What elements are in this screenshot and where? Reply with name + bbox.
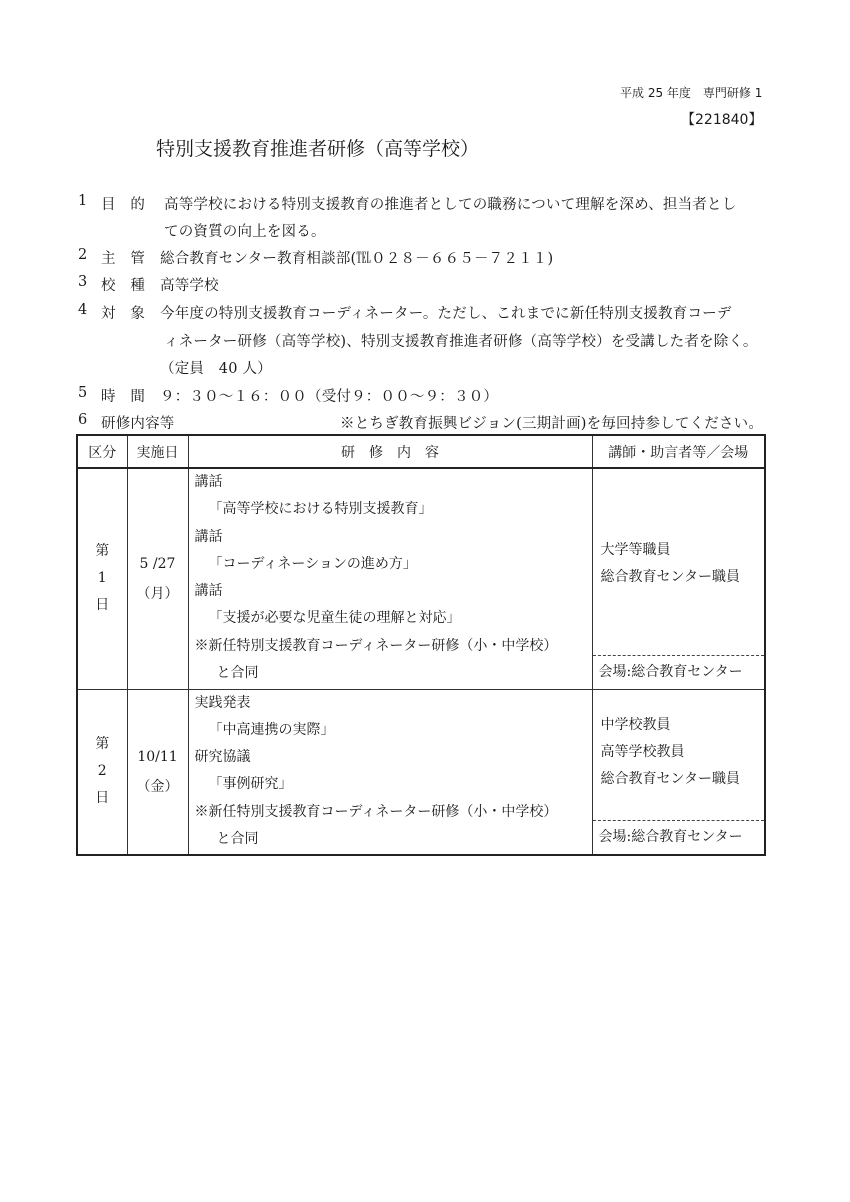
item-target-line3: （定員 40 人） [160,361,272,377]
day-1-staff [592,468,765,689]
header-date: 実施日 [127,435,188,468]
day-label-num: 1 [97,570,107,587]
content-line: 講話 [194,474,223,490]
content-line: 「コーディネーションの進め方」 [208,555,417,572]
staff-item: 高等学校教員 [600,743,685,760]
header-content: 研 修 内 容 [188,435,592,468]
date-value: 5 /27 [139,555,176,572]
table-header-row [77,435,765,468]
item-target-label: 対 象 [101,306,146,322]
header-staff: 講師・助言者等／会場 [592,435,765,468]
day-2-content [188,689,592,855]
course-code: 【221840】 [681,112,763,128]
item-sponsor-text: 総合教育センター教育相談部(℡０２８－６６５－７２１１) [160,251,554,267]
content-line: 研究協議 [194,749,251,766]
content-line: 「事例研究」 [208,776,293,793]
day-2-kubun [77,689,127,855]
table-row [77,689,765,855]
content-line: 「高等学校における特別支援教育」 [208,501,433,518]
item-target-line2: ィネーター研修（高等学校)、特別支援教育推進者研修（高等学校）を受講した者を除く。 [164,334,758,350]
venue-label: 会場:総合教育センター [593,820,765,854]
day-2-staff [592,689,765,855]
item-school-num: 3 [78,274,88,290]
weekday-value: （月） [136,585,179,602]
item-content-label: 研修内容等 [101,416,175,432]
schedule-table [76,434,766,856]
item-target-num: 4 [78,302,88,318]
item-target-line1: 今年度の特別支援教育コーディネーター。ただし、これまでに新任特別支援教育コーデ [160,306,732,322]
item-purpose-num: 1 [78,193,88,209]
content-line: と合同 [216,830,259,847]
day-label-char: 第 [95,736,110,753]
table-row [77,468,765,689]
day-label-char: 第 [95,543,110,560]
item-time-text: ９：３０～１６：００（受付９：００～９：３０） [160,389,499,405]
content-line: 講話 [194,528,223,545]
content-line: 「中高連携の実際」 [208,721,335,738]
item-purpose-label: 目 的 [101,197,146,213]
date-value: 10/11 [137,748,178,765]
item-school-label: 校 種 [101,278,146,294]
day-1-kubun [77,468,127,689]
item-time-label: 時 間 [101,389,146,405]
day-label-char: 日 [95,597,110,614]
staff-item: 中学校教員 [600,716,671,733]
day-2-date [127,689,188,855]
item-school-text: 高等学校 [160,278,219,294]
content-line: 講話 [194,583,223,600]
weekday-value: （金） [136,778,179,795]
staff-item: 大学等職員 [600,542,671,558]
content-line: 「支援が必要な児童生徒の理解と対応」 [208,610,461,627]
item-content-note: ※とちぎ教育振興ビジョン(三期計画)を毎回持参してください。 [340,416,764,432]
item-sponsor-num: 2 [78,247,88,263]
item-purpose-line1: 高等学校における特別支援教育の推進者としての職務について理解を深め、担当者とし [164,197,737,213]
day-label-char: 日 [95,790,110,807]
header-kubun: 区分 [77,435,127,468]
venue-label: 会場:総合教育センター [593,655,765,689]
day-1-date [127,468,188,689]
item-content-num: 6 [78,412,88,428]
content-line: ※新任特別支援教育コーディネーター研修（小・中学校） [194,803,558,820]
staff-item: 総合教育センター職員 [600,569,740,586]
item-sponsor-label: 主 管 [101,251,146,267]
item-purpose-line2: ての資質の向上を図る。 [164,224,326,240]
day-1-content [188,468,592,689]
day-label-num: 2 [97,763,107,780]
staff-item: 総合教育センター職員 [600,771,740,788]
content-line: と合同 [216,665,259,682]
content-line: 実践発表 [194,694,251,711]
year-label: 平成 25 年度 専門研修 1 [620,86,763,100]
content-line: ※新任特別支援教育コーディネーター研修（小・中学校） [194,637,558,654]
item-time-num: 5 [78,385,88,401]
page-title: 特別支援教育推進者研修（高等学校） [156,138,480,160]
